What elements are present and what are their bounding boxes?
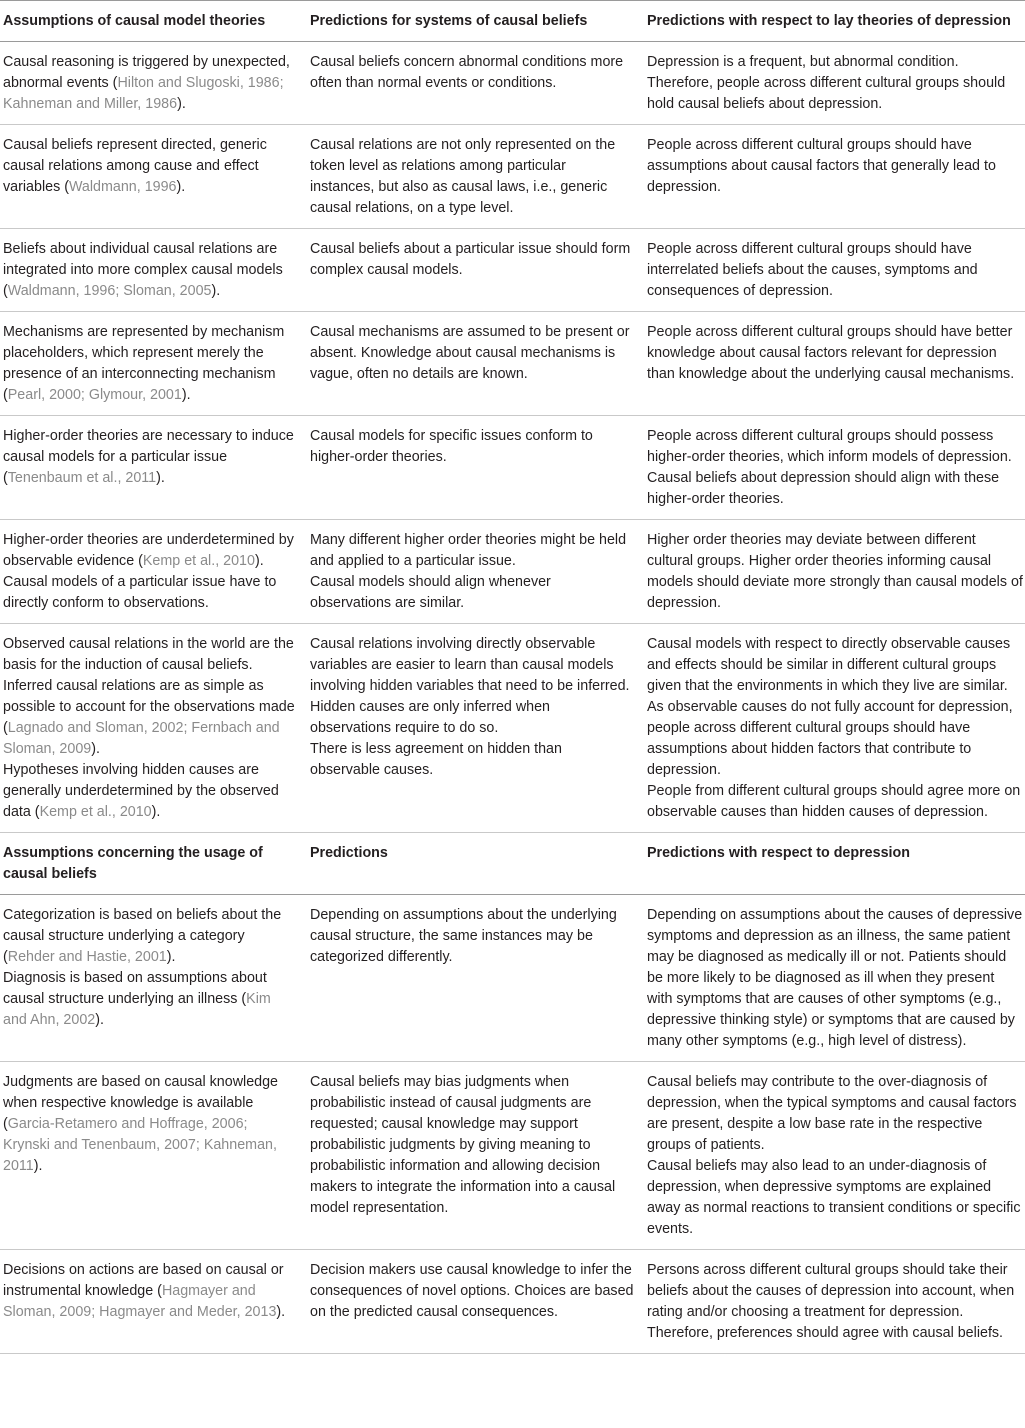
cell-text: ). Causal models of a particular issue have to directly conform to observations. <box>3 553 277 611</box>
cell-text: Mechanisms are represented by mechanism placeholders, which represent merely the presence of an interconnecting mechanism ( <box>3 324 285 403</box>
cell-depression-prediction <box>644 312 1025 416</box>
column-header-depression-prediction: Predictions with respect to lay theories of depression <box>644 1 1025 42</box>
cell-prediction <box>308 125 644 229</box>
cell-prediction <box>308 416 644 520</box>
cell-depression-prediction <box>644 1250 1025 1354</box>
table-row <box>0 42 1025 125</box>
cell-assumption <box>0 1062 308 1250</box>
column-header-depression-prediction: Predictions with respect to depression <box>644 833 1025 895</box>
cell-text: People across different cultural groups should have interrelated beliefs about the causes, symptoms and consequences of depression. <box>647 241 978 299</box>
cell-assumption <box>0 229 308 312</box>
cell-assumption <box>0 1250 308 1354</box>
cell-prediction <box>308 624 644 833</box>
cell-depression-prediction <box>644 416 1025 520</box>
table-row <box>0 125 1025 229</box>
cell-text: Causal models for specific issues conform to higher-order theories. <box>310 428 593 465</box>
cell-text: Observed causal relations in the world are the basis for the induction of causal beliefs. Inferred causal relations are as simple as possible to account for the observations made ( <box>3 636 295 736</box>
citation: Hagmayer and Sloman, 2009; Hagmayer and Meder, 2013 <box>3 1283 277 1320</box>
cell-text: Higher order theories may deviate between different cultural groups. Higher order theories informing causal models should deviate more strongly than causal models of depression. <box>647 532 1023 611</box>
citation: Waldmann, 1996 <box>68 179 177 195</box>
cell-text: ). <box>166 949 176 965</box>
citation: Tenenbaum et al., 2011 <box>7 470 157 486</box>
table-row <box>0 520 1025 624</box>
cell-prediction <box>308 312 644 416</box>
cell-text: ). <box>156 470 165 486</box>
cell-text: Causal models should align whenever observations are similar. <box>310 574 551 611</box>
cell-text: Depending on assumptions about the underlying causal structure, the same instances may be categorized differently. <box>310 907 617 965</box>
cell-text: Causal beliefs about a particular issue should form complex causal models. <box>310 241 631 278</box>
cell-assumption <box>0 312 308 416</box>
citation: Lagnado and Sloman, 2002; Fernbach and Sloman, 2009 <box>3 720 280 757</box>
cell-depression-prediction <box>644 895 1025 1062</box>
cell-text: Causal beliefs concern abnormal conditions more often than normal events or conditions. <box>310 54 624 91</box>
cell-text: Causal beliefs may also lead to an under-diagnosis of depression, when depressive symptoms are explained away as normal reactions to transient conditions or specific events. <box>647 1158 1021 1237</box>
cell-depression-prediction <box>644 42 1025 125</box>
table-row <box>0 416 1025 520</box>
cell-depression-prediction <box>644 229 1025 312</box>
cell-text: Causal relations are not only represented on the token level as relations among particular instances, but also as causal laws, i.e., generic causal relations, on a type level. <box>310 137 616 216</box>
cell-text: There is less agreement on hidden than observable causes. <box>310 741 562 778</box>
cell-text: Causal reasoning is triggered by unexpected, abnormal events ( <box>3 54 290 91</box>
cell-text: People across different cultural groups should possess higher-order theories, which inform models of depression. Causal beliefs about depression should align with these higher-order theories. <box>647 428 1012 507</box>
cell-text: Causal models with respect to directly observable causes and effects should be similar in different cultural groups given that the environments in which they live are similar. <box>647 636 1011 694</box>
table-row <box>0 624 1025 833</box>
cell-text: People from different cultural groups should agree more on observable causes than hidden causes of depression. <box>647 783 1021 820</box>
cell-text: ). <box>211 283 221 299</box>
citation: Kim and Ahn, 2002 <box>3 991 271 1028</box>
cell-assumption <box>0 895 308 1062</box>
cell-assumption <box>0 416 308 520</box>
cell-prediction <box>308 42 644 125</box>
cell-text: Beliefs about individual causal relations are integrated into more complex causal models ( <box>3 241 283 299</box>
cell-text: Causal beliefs may contribute to the over-diagnosis of depression, when the typical symptoms and causal factors are present, despite a low base rate in the respective groups of patients. <box>647 1074 1017 1153</box>
cell-text: ). <box>151 804 161 820</box>
citation: Garcia-Retamero and Hoffrage, 2006; Krynski and Tenenbaum, 2007; Kahneman, 2011 <box>3 1116 277 1174</box>
cell-depression-prediction <box>644 1062 1025 1250</box>
citation: Pearl, 2000; Glymour, 2001 <box>7 387 182 403</box>
table-row <box>0 229 1025 312</box>
citation: Rehder and Hastie, 2001 <box>7 949 167 965</box>
cell-depression-prediction <box>644 624 1025 833</box>
cell-text: Decision makers use causal knowledge to infer the consequences of novel options. Choices are based on the predicted causal consequences. <box>310 1262 634 1320</box>
cell-text: People across different cultural groups should have better knowledge about causal factors relevant for depression than knowledge about the underlying causal mechanisms. <box>647 324 1015 382</box>
citation: Kemp et al., 2010 <box>39 804 152 820</box>
table-row <box>0 1250 1025 1354</box>
citation: Kemp et al., 2010 <box>142 553 255 569</box>
cell-assumption <box>0 520 308 624</box>
cell-text: Hidden causes are only inferred when observations require to do so. <box>310 699 551 736</box>
table-row <box>0 312 1025 416</box>
table-row <box>0 1062 1025 1250</box>
cell-text: Causal beliefs may bias judgments when probabilistic instead of causal judgments are requested; causal knowledge may support probabilistic judgments by giving meaning to probabilistic information and allowing decision makers to integrate the information into a causal model representation. <box>310 1074 616 1216</box>
column-header-prediction: Predictions <box>308 833 644 895</box>
cell-text: ). <box>91 741 100 757</box>
cell-text: ). <box>181 387 191 403</box>
section-header-row <box>0 833 1025 895</box>
cell-text: Diagnosis is based on assumptions about causal structure underlying an illness ( <box>3 970 267 1007</box>
citation: Waldmann, 1996; Sloman, 2005 <box>7 283 212 299</box>
cell-text: Depression is a frequent, but abnormal condition. Therefore, people across different cultural groups should hold causal beliefs about depression. <box>647 54 1006 112</box>
table-row <box>0 895 1025 1062</box>
cell-assumption <box>0 42 308 125</box>
cell-text: Many different higher order theories might be held and applied to a particular issue. <box>310 532 627 569</box>
column-header-prediction: Predictions for systems of causal beliefs <box>308 1 644 42</box>
cell-depression-prediction <box>644 520 1025 624</box>
cell-text: Judgments are based on causal knowledge when respective knowledge is available ( <box>3 1074 278 1132</box>
cell-text: ). <box>95 1012 104 1028</box>
cell-text: Causal mechanisms are assumed to be present or absent. Knowledge about causal mechanisms is vague, often no details are known. <box>310 324 630 382</box>
cell-assumption <box>0 624 308 833</box>
cell-prediction <box>308 895 644 1062</box>
cell-text: Causal beliefs represent directed, generic causal relations among cause and effect variables ( <box>3 137 267 195</box>
column-header-assumption: Assumptions of causal model theories <box>0 1 308 42</box>
cell-depression-prediction <box>644 125 1025 229</box>
citation: Hilton and Slugoski, 1986; Kahneman and Miller, 1986 <box>3 75 284 112</box>
cell-prediction <box>308 520 644 624</box>
cell-text: Causal relations involving directly observable variables are easier to learn than causal models involving hidden variables that need to be inferred. <box>310 636 630 694</box>
cell-prediction <box>308 1250 644 1354</box>
cell-text: As observable causes do not fully account for depression, people across different cultural groups should have assumptions about hidden factors that contribute to depression. <box>647 699 1013 778</box>
cell-text: ). <box>276 1304 286 1320</box>
cell-text: Decisions on actions are based on causal or instrumental knowledge ( <box>3 1262 284 1299</box>
cell-text: People across different cultural groups should have assumptions about causal factors that generally lead to depression. <box>647 137 996 195</box>
cell-text: ). <box>176 179 186 195</box>
cell-text: Hypotheses involving hidden causes are generally underdetermined by the observed data ( <box>3 762 279 820</box>
column-header-assumption: Assumptions concerning the usage of causal beliefs <box>0 833 308 895</box>
section-header-row <box>0 1 1025 42</box>
cell-text: Higher-order theories are underdetermined by observable evidence ( <box>3 532 294 569</box>
cell-text: Higher-order theories are necessary to induce causal models for a particular issue ( <box>3 428 294 486</box>
cell-text: Depending on assumptions about the causes of depressive symptoms and depression as an illness, the same patient may be diagnosed as medically ill or not. Patients should be more likely to be diagnosed as ill when they present with symptoms that are causes of other symptoms (e.g., depressive thinking style) or symptoms that are caused by many other symptoms (e.g., high level of distress). <box>647 907 1023 1049</box>
cell-prediction <box>308 1062 644 1250</box>
cell-prediction <box>308 229 644 312</box>
cell-text: ). <box>177 96 186 112</box>
cell-text: Categorization is based on beliefs about the causal structure underlying a category ( <box>3 907 282 965</box>
cell-text: ). <box>33 1158 43 1174</box>
cell-assumption <box>0 125 308 229</box>
cell-text: Persons across different cultural groups should take their beliefs about the causes of depression into account, when rating and/or choosing a treatment for depression. Therefore, preferences should agree with causal beliefs. <box>647 1262 1015 1341</box>
